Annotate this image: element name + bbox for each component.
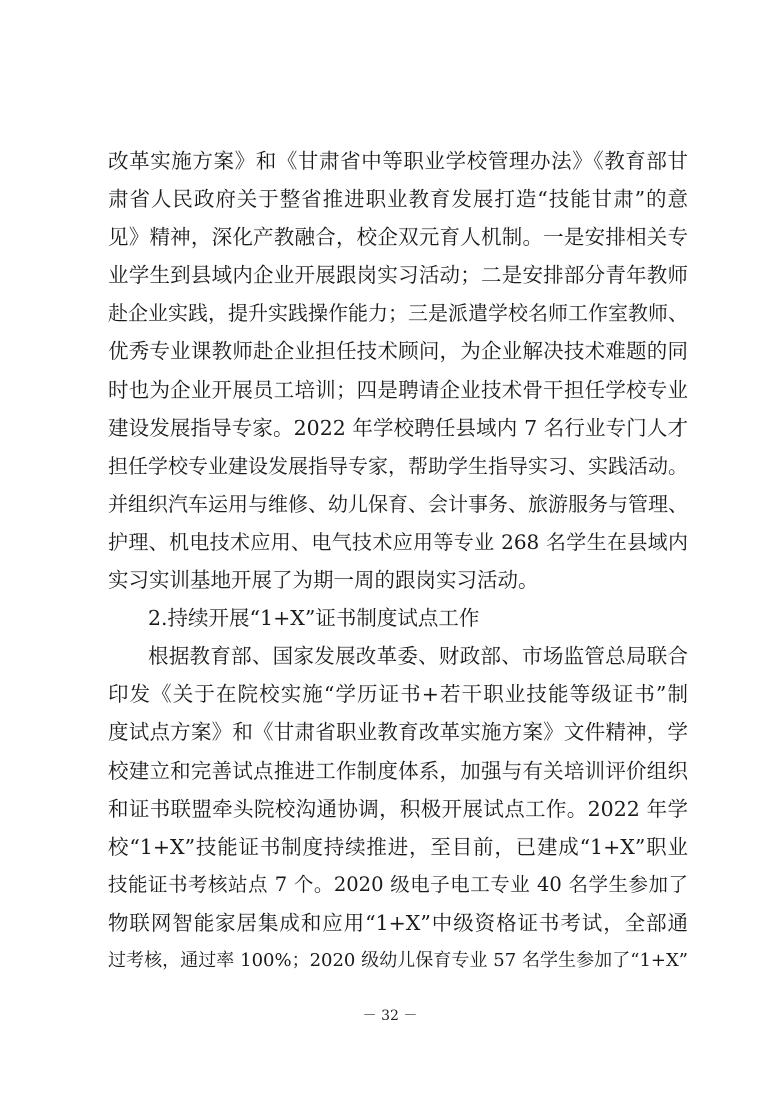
text-line: 改革实施方案》和《甘肃省中等职业学校管理办法》《教育部甘	[108, 149, 688, 173]
body-text	[108, 142, 688, 980]
text-line: 建设发展指导专家。2022 年学校聘任县域内 7 名行业专门人才	[108, 415, 688, 440]
text-line: 担任学校专业建设发展指导专家，帮助学生指导实习、实践活动。	[108, 453, 688, 478]
text-line: 校建立和完善试点推进工作制度体系，加强与有关培训评价组织	[108, 758, 688, 783]
text-line: 赴企业实践，提升实践操作能力；三是派遣学校名师工作室教师、	[108, 301, 688, 326]
text-line: 根据教育部、国家发展改革委、财政部、市场监管总局联合	[148, 644, 688, 669]
section-heading: 2.持续开展“1+X”证书制度试点工作	[148, 606, 480, 631]
text-line: 肃省人民政府关于整省推进职业教育发展打造“技能甘肃”的意	[108, 187, 688, 212]
text-line: 见》精神，深化产教融合，校企双元育人机制。一是安排相关专	[108, 225, 688, 250]
text-line: 校“1+X”技能证书制度持续推进，至目前，已建成“1+X”职业	[108, 834, 688, 859]
text-line: 过考核，通过率 100%；2020 级幼儿保育专业 57 名学生参加了“1+X”	[108, 949, 688, 971]
text-line: 优秀专业课教师赴企业担任技术顾问，为企业解决技术难题的同	[108, 339, 688, 364]
text-line: 并组织汽车运用与维修、幼儿保育、会计事务、旅游服务与管理、	[108, 491, 688, 516]
text-line: 技能证书考核站点 7 个。2020 级电子电工专业 40 名学生参加了	[108, 872, 688, 896]
text-line: 实习实训基地开展了为期一周的跟岗实习活动。	[108, 568, 539, 593]
text-line: 物联网智能家居集成和应用“1+X”中级资格证书考试，全部通	[108, 910, 688, 935]
text-line: 印发《关于在院校实施“学历证书+若干职业技能等级证书”制	[108, 682, 688, 707]
page-number: － 32 －	[362, 1008, 418, 1024]
text-line: 度试点方案》和《甘肃省职业教育改革实施方案》文件精神，学	[108, 720, 688, 745]
text-line: 和证书联盟牵头院校沟通协调，积极开展试点工作。2022 年学	[108, 796, 688, 821]
text-line: 时也为企业开展员工培训；四是聘请企业技术骨干担任学校专业	[108, 377, 688, 402]
text-line: 护理、机电技术应用、电气技术应用等专业 268 名学生在县域内	[108, 529, 688, 554]
text-line: 业学生到县域内企业开展跟岗实习活动；二是安排部分青年教师	[108, 263, 688, 288]
